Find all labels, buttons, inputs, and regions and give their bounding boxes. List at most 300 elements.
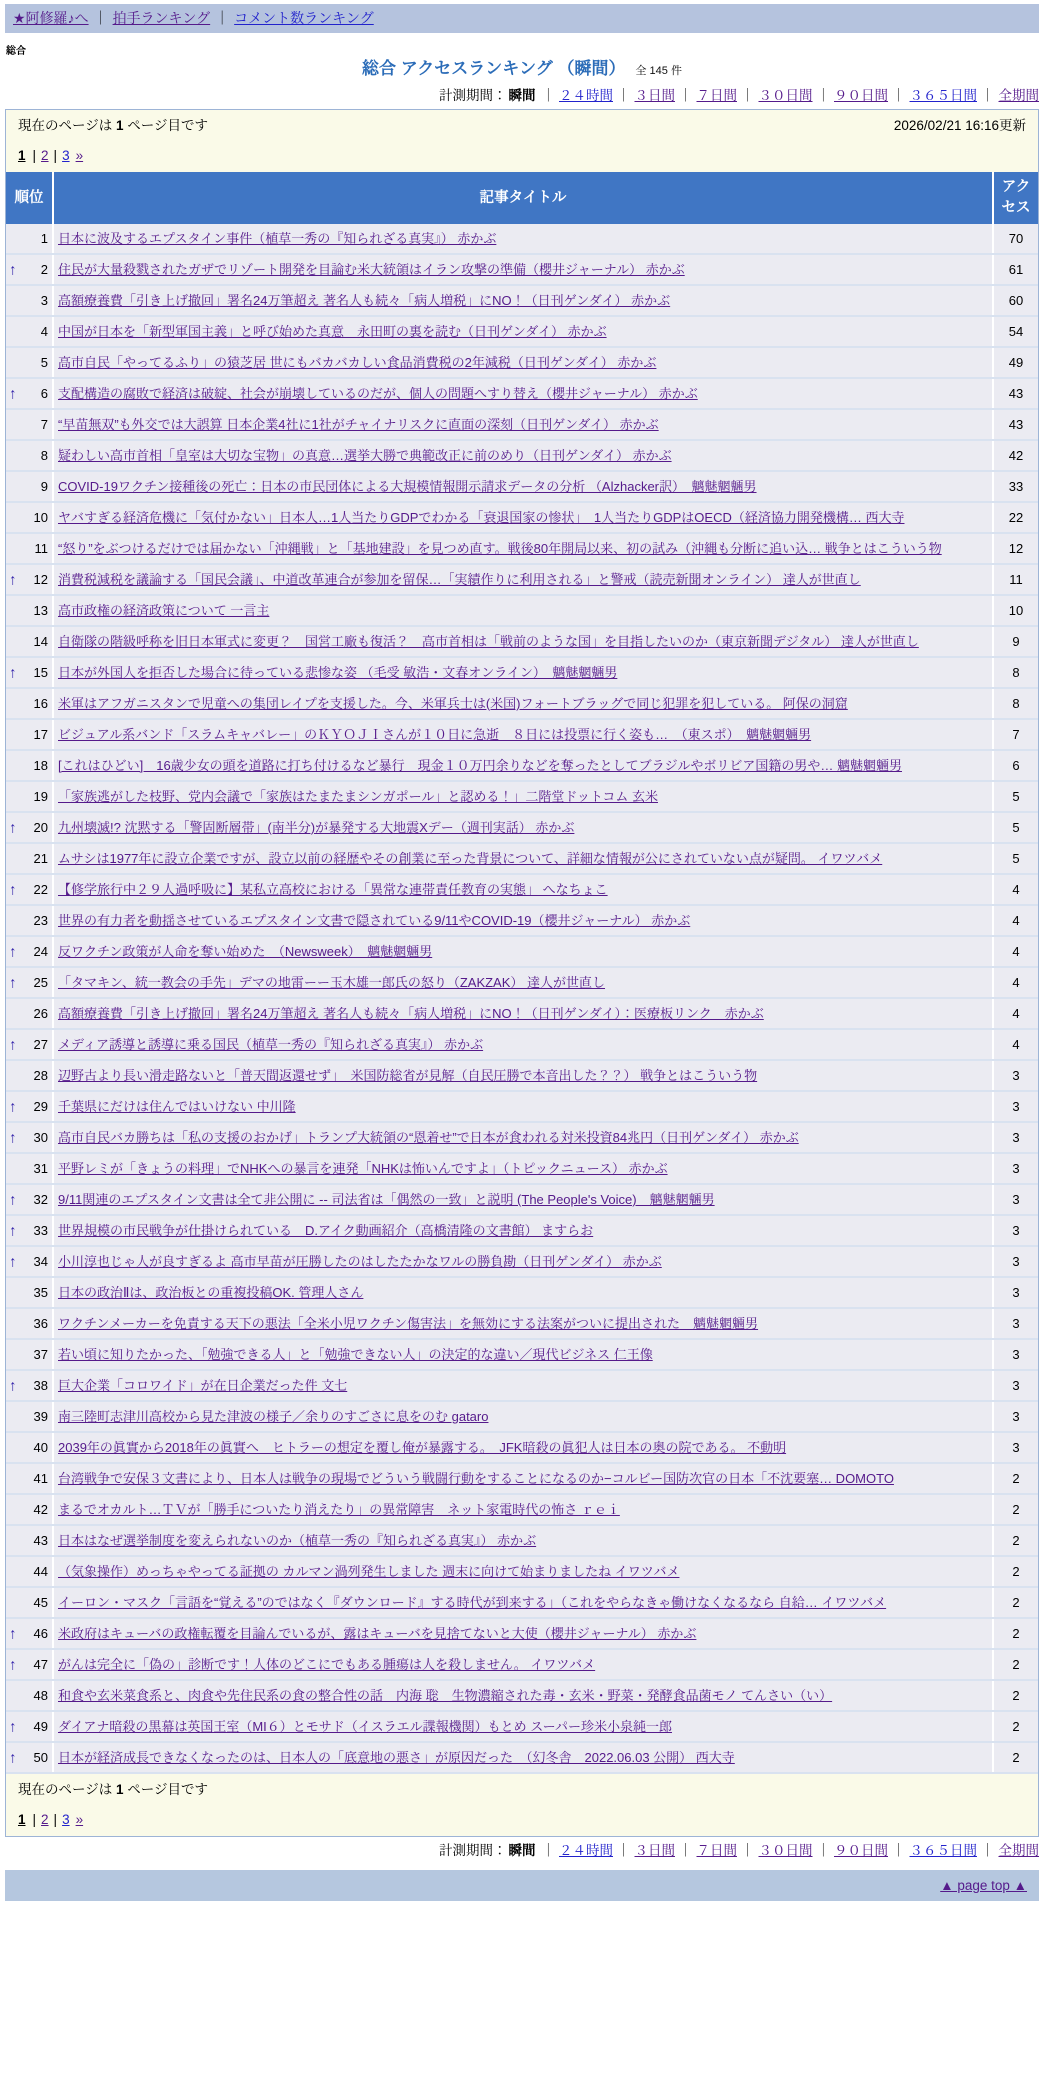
rank-number: 30 xyxy=(33,1130,48,1145)
title-cell xyxy=(53,1122,993,1153)
title-cell xyxy=(53,1215,993,1246)
period-option-5[interactable]: ３６５日間 xyxy=(909,1843,977,1858)
period-option-2[interactable]: ７日間 xyxy=(696,88,737,103)
title-cell xyxy=(53,285,993,316)
rank-number: 33 xyxy=(33,1223,48,1238)
table-row xyxy=(6,936,1038,967)
period-option-2[interactable]: ７日間 xyxy=(696,1843,737,1858)
article-link[interactable]: COVID-19ワクチン接種後の死亡：日本の市民団体による大規模情報開示請求データの分析 （Alzhacker訳） 魑魅魍魎男 xyxy=(58,479,757,494)
title-cell xyxy=(53,998,993,1029)
title-cell xyxy=(53,316,993,347)
title-cell xyxy=(53,378,993,409)
table-row xyxy=(6,347,1038,378)
rank-cell xyxy=(6,998,53,1029)
article-link[interactable]: 支配構造の腐敗で経済は破綻、社会が崩壊しているのだが、個人の問題へすり替え（櫻井ジャーナル） 赤かぶ xyxy=(58,386,698,401)
rank-cell xyxy=(6,1153,53,1184)
rank-cell xyxy=(6,1401,53,1432)
rank-number: 35 xyxy=(33,1285,48,1300)
rank-cell xyxy=(6,285,53,316)
rank-number: 31 xyxy=(33,1161,48,1176)
rank-cell xyxy=(6,1215,53,1246)
article-link[interactable]: 住民が大量殺戮されたガザでリゾート開発を目論む米大統領はイラン攻撃の準備（櫻井ジャーナル） 赤かぶ xyxy=(58,262,685,277)
table-row xyxy=(6,1711,1038,1742)
rank-cell xyxy=(6,1060,53,1091)
pager-current-page: 1 xyxy=(18,1812,26,1827)
rank-cell xyxy=(6,626,53,657)
page-top-bar xyxy=(5,1870,1039,1901)
access-count: 5 xyxy=(993,843,1038,874)
article-link[interactable]: 巨大企業「コロワイド」が在日企業だった件 文七 xyxy=(58,1378,348,1393)
table-row xyxy=(6,905,1038,936)
period-separator: ｜ xyxy=(816,1843,830,1858)
article-link[interactable]: 米軍はアフガニスタンで児童への集団レイプを支援した。今、米軍兵士は(米国)フォートブラッグで同じ犯罪を犯している。 阿保の洞窟 xyxy=(58,696,848,711)
article-link[interactable]: ワクチンメーカーを免責する天下の悪法「全米小児ワクチン傷害法」を無効にする法案がついに提出された 魑魅魍魎男 xyxy=(58,1316,759,1331)
article-link[interactable]: 疑わしい高市首相「皇室は大切な宝物」の真意…選挙大勝で典範改正に前のめり（日刊ゲンダイ） 赤かぶ xyxy=(58,448,672,463)
access-count: 2 xyxy=(993,1587,1038,1618)
article-link[interactable]: 台湾戦争で安保３文書により、日本人は戦争の現場でどういう戦闘行動をすることになるのか−コルビー国防次官の日本「不沈要塞… DOMOTO xyxy=(58,1471,894,1486)
article-link[interactable]: ムサシは1977年に設立企業ですが、設立以前の経歴やその創業に至った背景について、詳細な情報が公にされていない点が疑問。 イワツバメ xyxy=(58,851,883,866)
article-link[interactable]: 自衛隊の階級呼称を旧日本軍式に変更？ 国営工廠も復活？ 高市首相は「戦前のような国」を目指したいのか（東京新聞デジタル） 達人が世直し xyxy=(58,634,919,649)
title-cell xyxy=(53,1029,993,1060)
rank-number: 20 xyxy=(33,820,48,835)
access-count: 8 xyxy=(993,688,1038,719)
rank-number: 29 xyxy=(33,1099,48,1114)
period-option-1[interactable]: ３日間 xyxy=(634,1843,675,1858)
current-page-text: 現在のページは 1 ページ目です xyxy=(18,118,209,133)
page-title xyxy=(5,58,1039,82)
title-cell xyxy=(53,564,993,595)
rank-cell xyxy=(6,1587,53,1618)
pager-link-3[interactable]: 3 xyxy=(62,1812,70,1827)
access-count: 3 xyxy=(993,1246,1038,1277)
rank-cell xyxy=(6,1184,53,1215)
access-count: 5 xyxy=(993,781,1038,812)
table-row xyxy=(6,1587,1038,1618)
access-count: 33 xyxy=(993,471,1038,502)
article-link[interactable]: [これはひどい] 16歳少女の頭を道路に打ち付けるなど暴行 現金１０万円余りなどを奪ったとしてブラジルやボリビア国籍の男や… 魑魅魍魎男 xyxy=(58,758,902,773)
table-row xyxy=(6,1184,1038,1215)
title-cell xyxy=(53,409,993,440)
rank-number: 7 xyxy=(40,417,48,432)
access-count: 2 xyxy=(993,1494,1038,1525)
table-row xyxy=(6,626,1038,657)
article-link[interactable]: 高市政権の経済政策について 一言主 xyxy=(58,603,270,618)
rank-cell xyxy=(6,224,53,254)
up-arrow-icon: ↑ xyxy=(9,1036,17,1053)
article-link[interactable]: ダイアナ暗殺の黒幕は英国王室（MI６）とモサド（イスラエル諜報機関）もとめ スーパー珍米小泉純一郎 xyxy=(58,1719,672,1734)
rank-number: 19 xyxy=(33,789,48,804)
article-link[interactable]: “早苗無双”も外交では大誤算 日本企業4社に1社がチャイナリスクに直面の深刻（日刊ゲンダイ） 赤かぶ xyxy=(58,417,659,432)
period-option-6[interactable]: 全期間 xyxy=(998,1843,1039,1858)
table-row xyxy=(6,1277,1038,1308)
rank-cell xyxy=(6,1649,53,1680)
table-row xyxy=(6,1122,1038,1153)
rank-number: 3 xyxy=(40,293,48,308)
pager-separator: | xyxy=(32,1812,37,1827)
title-cell xyxy=(53,1587,993,1618)
title-cell xyxy=(53,1339,993,1370)
ranking-table xyxy=(6,172,1038,1774)
title-cell xyxy=(53,1525,993,1556)
period-separator: ｜ xyxy=(892,1843,906,1858)
title-cell xyxy=(53,1091,993,1122)
title-cell xyxy=(53,502,993,533)
access-count: 2 xyxy=(993,1680,1038,1711)
rank-number: 40 xyxy=(33,1440,48,1455)
rank-number: 41 xyxy=(33,1471,48,1486)
table-row xyxy=(6,1525,1038,1556)
rank-cell xyxy=(6,471,53,502)
article-link[interactable]: 消費税減税を議論する「国民会議」、中道改革連合が参加を留保…「実績作りに利用される」と警戒（読売新聞オンライン） 達人が世直し xyxy=(58,572,861,587)
up-arrow-icon: ↑ xyxy=(9,1129,17,1146)
rank-number: 26 xyxy=(33,1006,48,1021)
article-link[interactable]: まるでオカルト…ＴＶが「勝手についたり消えたり」の異常障害 ネット家電時代の怖さ ｒｅｉ xyxy=(58,1502,620,1517)
article-link[interactable]: 日本はなぜ選挙制度を変えられないのか（植草一秀の『知られざる真実』） 赤かぶ xyxy=(58,1533,537,1548)
article-link[interactable]: 反ワクチン政策が人命を奪い始めた （Newsweek） 魑魅魍魎男 xyxy=(58,944,433,959)
access-column-header: アクセス xyxy=(993,172,1038,224)
table-row xyxy=(6,1742,1038,1773)
table-row xyxy=(6,1308,1038,1339)
article-link[interactable]: 「家族逃がした枝野、党内会議で「家族はたまたまシンガポール」と認める！」二階堂ドットコム 玄米 xyxy=(58,789,658,804)
title-cell xyxy=(53,843,993,874)
access-count: 10 xyxy=(993,595,1038,626)
rank-number: 13 xyxy=(33,603,48,618)
period-option-4[interactable]: ９０日間 xyxy=(834,1843,888,1858)
article-link[interactable]: 中国が日本を「新型軍国主義」と呼び始めた真意 永田町の裏を読む（日刊ゲンダイ） 赤かぶ xyxy=(58,324,607,339)
access-count: 2 xyxy=(993,1711,1038,1742)
period-option-1[interactable]: ３日間 xyxy=(634,88,675,103)
rank-cell xyxy=(6,1525,53,1556)
pagination-bottom xyxy=(18,1811,1026,1828)
pager-link-»[interactable]: » xyxy=(75,148,84,163)
pager-separator: | xyxy=(32,148,37,163)
access-count: 12 xyxy=(993,533,1038,564)
article-link[interactable]: 千葉県にだけは住んではいけない 中川隆 xyxy=(58,1099,296,1114)
title-cell xyxy=(53,750,993,781)
article-link[interactable]: イーロン・マスク「言語を“覚える”のではなく『ダウンロード』する時代が到来する」（これをやらなきゃ働けなくなるなら 自給… イワツバメ xyxy=(58,1595,887,1610)
nav-separator: ｜ xyxy=(93,10,108,26)
table-row xyxy=(6,409,1038,440)
period-current: 瞬間 xyxy=(508,88,536,103)
access-count: 4 xyxy=(993,905,1038,936)
up-arrow-icon: ↑ xyxy=(9,1377,17,1394)
title-cell xyxy=(53,1711,993,1742)
title-cell xyxy=(53,1432,993,1463)
access-count: 5 xyxy=(993,812,1038,843)
rank-cell xyxy=(6,781,53,812)
access-count: 42 xyxy=(993,440,1038,471)
access-count: 11 xyxy=(993,564,1038,595)
rank-number: 28 xyxy=(33,1068,48,1083)
up-arrow-icon: ↑ xyxy=(9,819,17,836)
article-link[interactable]: 小川淳也じゃ人が良すぎるよ 高市早苗が圧勝したのはしたたかなワルの勝負勘（日刊ゲンダイ） 赤かぶ xyxy=(58,1254,662,1269)
table-row xyxy=(6,1463,1038,1494)
table-row xyxy=(6,812,1038,843)
rank-cell xyxy=(6,967,53,998)
table-row xyxy=(6,967,1038,998)
access-count: 3 xyxy=(993,1122,1038,1153)
period-label: 計測期間： xyxy=(439,88,507,103)
period-separator: ｜ xyxy=(541,1843,555,1858)
access-count: 4 xyxy=(993,967,1038,998)
article-link[interactable]: 和食や玄米菜食系と、肉食や先住民系の食の整合性の話 内海 聡 生物濃縮された毒・玄米・野菜・発酵食品菌モノ てんさい（い） xyxy=(58,1688,833,1703)
article-link[interactable]: 高額療養費「引き上げ撤回」署名24万筆超え 著名人も続々「病人増税」にNO！（日刊ゲンダイ） 赤かぶ xyxy=(58,293,671,308)
nav-separator: ｜ xyxy=(215,10,230,26)
access-count: 70 xyxy=(993,224,1038,254)
rank-column-header: 順位 xyxy=(6,172,53,224)
page-top-link[interactable]: ▲ page top ▲ xyxy=(940,1878,1027,1893)
rank-cell xyxy=(6,440,53,471)
rank-number: 22 xyxy=(33,882,48,897)
title-cell xyxy=(53,347,993,378)
article-link[interactable]: 日本に波及するエプスタイン事件（植草一秀の『知られざる真実』） 赤かぶ xyxy=(58,231,497,246)
pager-link-»[interactable]: » xyxy=(75,1812,84,1827)
rank-number: 5 xyxy=(40,355,48,370)
nav-link-1[interactable]: 拍手ランキング xyxy=(112,10,211,26)
title-cell xyxy=(53,812,993,843)
pager-link-2[interactable]: 2 xyxy=(41,1812,49,1827)
period-option-6[interactable]: 全期間 xyxy=(998,88,1039,103)
up-arrow-icon: ↑ xyxy=(9,1222,17,1239)
period-separator: ｜ xyxy=(741,1843,755,1858)
rank-number: 18 xyxy=(33,758,48,773)
title-cell xyxy=(53,533,993,564)
article-link[interactable]: 辺野古より長い滑走路ないと「普天間返還せず」 米国防総省が見解（自民圧勝で本音出した？？） 戦争とはこういう物 xyxy=(58,1068,758,1083)
table-row xyxy=(6,564,1038,595)
period-separator: ｜ xyxy=(679,1843,693,1858)
rank-cell xyxy=(6,812,53,843)
page-info-box-bottom xyxy=(6,1774,1038,1836)
title-cell xyxy=(53,440,993,471)
rank-cell xyxy=(6,1711,53,1742)
title-cell xyxy=(53,1494,993,1525)
period-option-3[interactable]: ３０日間 xyxy=(758,88,813,103)
period-separator: ｜ xyxy=(981,88,995,103)
rank-number: 9 xyxy=(40,479,48,494)
rank-cell xyxy=(6,1618,53,1649)
access-count: 2 xyxy=(993,1649,1038,1680)
period-current: 瞬間 xyxy=(508,1843,536,1858)
article-link[interactable]: “怒り”をぶつけるだけでは届かない「沖縄戦」と「基地建設」を見つめ直す。戦後80年開局以来、初の試み（沖縄も分断に追い込… 戦争とはこういう物 xyxy=(58,541,942,556)
title-cell xyxy=(53,1370,993,1401)
table-row xyxy=(6,843,1038,874)
rank-number: 2 xyxy=(40,262,48,277)
bottom-spacer xyxy=(5,1901,1039,1929)
rank-cell xyxy=(6,595,53,626)
article-link[interactable]: 日本が経済成長できなくなったのは、日本人の「底意地の悪さ」が原因だった （幻冬舎 2022.06.03 公開） 西大寺 xyxy=(58,1750,735,1765)
rank-cell xyxy=(6,316,53,347)
period-separator: ｜ xyxy=(741,88,755,103)
pager-separator: | xyxy=(53,1812,58,1827)
current-page-text: 現在のページは 1 ページ目です xyxy=(18,1782,209,1797)
rank-cell xyxy=(6,750,53,781)
title-cell xyxy=(53,967,993,998)
rank-cell xyxy=(6,254,53,285)
title-cell xyxy=(53,657,993,688)
rank-number: 48 xyxy=(33,1688,48,1703)
title-cell xyxy=(53,1401,993,1432)
rank-number: 6 xyxy=(40,386,48,401)
article-link[interactable]: 高市自民「やってるふり」の猿芝居 世にもバカバカしい食品消費税の2年減税（日刊ゲンダイ） 赤かぶ xyxy=(58,355,657,370)
title-cell xyxy=(53,1277,993,1308)
rank-cell xyxy=(6,1246,53,1277)
rank-cell xyxy=(6,347,53,378)
article-link[interactable]: 日本が外国人を拒否した場合に待っている悲惨な姿 （毛受 敏浩・文春オンライン） 魑魅魍魎男 xyxy=(58,665,618,680)
article-link[interactable]: 9/11関連のエプスタイン文書は全て非公開に -- 司法省は「偶然の一致」と説明 (The People's Voice) 魑魅魍魎男 xyxy=(58,1192,715,1207)
period-separator: ｜ xyxy=(981,1843,995,1858)
rank-number: 16 xyxy=(33,696,48,711)
title-cell xyxy=(53,1153,993,1184)
article-link[interactable]: 世界の有力者を動揺させているエプスタイン文書で隠されている9/11やCOVID-19（櫻井ジャーナル） 赤かぶ xyxy=(58,913,691,928)
up-arrow-icon: ↑ xyxy=(9,664,17,681)
rank-number: 49 xyxy=(33,1719,48,1734)
article-link[interactable]: メディア誘導と誘導に乗る国民（植草一秀の『知られざる真実』） 赤かぶ xyxy=(58,1037,484,1052)
top-nav-bar xyxy=(5,4,1039,33)
table-row xyxy=(6,750,1038,781)
article-link[interactable]: 「タマキン、統一教会の手先」デマの地雷ーー玉木雄一郎氏の怒り（ZAKZAK） 達人が世直し xyxy=(58,975,606,990)
rank-cell xyxy=(6,874,53,905)
article-link[interactable]: 九州壊滅!? 沈黙する「警固断層帯」(南半分)が暴発する大地震Xデー（週刊実話） 赤かぶ xyxy=(58,820,575,835)
access-count: 3 xyxy=(993,1060,1038,1091)
rank-number: 44 xyxy=(33,1564,48,1579)
period-separator: ｜ xyxy=(816,88,830,103)
rank-number: 47 xyxy=(33,1657,48,1672)
table-row xyxy=(6,1494,1038,1525)
rank-cell xyxy=(6,409,53,440)
access-count: 4 xyxy=(993,998,1038,1029)
access-count: 3 xyxy=(993,1091,1038,1122)
rank-number: 36 xyxy=(33,1316,48,1331)
pager-link-3[interactable]: 3 xyxy=(62,148,70,163)
access-count: 3 xyxy=(993,1215,1038,1246)
rank-cell xyxy=(6,533,53,564)
rank-cell xyxy=(6,843,53,874)
up-arrow-icon: ↑ xyxy=(9,881,17,898)
article-link[interactable]: ビジュアル系バンド「スラムキャバレー」のＫＹＯＪＩさんが１０日に急逝 ８日には投票に行く姿も… （東スポ） 魑魅魍魎男 xyxy=(58,727,812,742)
period-option-3[interactable]: ３０日間 xyxy=(758,1843,813,1858)
title-cell xyxy=(53,1556,993,1587)
rank-cell xyxy=(6,1432,53,1463)
access-count: 61 xyxy=(993,254,1038,285)
period-option-0[interactable]: ２４時間 xyxy=(559,1843,613,1858)
pager-current-page: 1 xyxy=(18,148,26,163)
access-count: 49 xyxy=(993,347,1038,378)
article-link[interactable]: 世界規模の市民戦争が仕掛けられている D.アイク動画紹介（高橋清隆の文書館） ますらお xyxy=(58,1223,594,1238)
article-link[interactable]: （気象操作）めっちゃやってる証拠の カルマン渦列発生しました 週末に向けて始まりましたね イワツバメ xyxy=(58,1564,680,1579)
rank-number: 23 xyxy=(33,913,48,928)
article-link[interactable]: 高市自民バカ勝ちは「私の支援のおかげ」トランプ大統領の“恩着せ”で日本が食われる対米投資84兆円（日刊ゲンダイ） 赤かぶ xyxy=(58,1130,799,1145)
ranking-container xyxy=(5,109,1039,1837)
period-separator: ｜ xyxy=(541,88,555,103)
rank-number: 42 xyxy=(33,1502,48,1517)
rank-number: 14 xyxy=(33,634,48,649)
rank-number: 37 xyxy=(33,1347,48,1362)
genre-label: 総合 xyxy=(6,46,26,57)
rank-number: 38 xyxy=(33,1378,48,1393)
rank-cell xyxy=(6,1680,53,1711)
table-row xyxy=(6,1060,1038,1091)
rank-number: 4 xyxy=(40,324,48,339)
table-row xyxy=(6,471,1038,502)
table-row xyxy=(6,1618,1038,1649)
title-cell xyxy=(53,719,993,750)
article-link[interactable]: がんは完全に「偽の」診断です！人体のどこにでもある腫瘍は人を殺しません。 イワツバメ xyxy=(58,1657,596,1672)
up-arrow-icon: ↑ xyxy=(9,261,17,278)
title-cell xyxy=(53,1680,993,1711)
title-cell xyxy=(53,1184,993,1215)
rank-number: 39 xyxy=(33,1409,48,1424)
up-arrow-icon: ↑ xyxy=(9,1253,17,1270)
rank-cell xyxy=(6,905,53,936)
table-row xyxy=(6,657,1038,688)
period-option-5[interactable]: ３６５日間 xyxy=(909,88,977,103)
rank-number: 17 xyxy=(33,727,48,742)
article-link[interactable]: 若い頃に知りたかった、「勉強できる人」と「勉強できない人」の決定的な違い／現代ビジネス 仁王像 xyxy=(58,1347,653,1362)
access-count: 4 xyxy=(993,936,1038,967)
rank-cell xyxy=(6,657,53,688)
table-row xyxy=(6,440,1038,471)
nav-link-2[interactable]: コメント数ランキング xyxy=(234,10,374,26)
up-arrow-icon: ↑ xyxy=(9,1098,17,1115)
article-link[interactable]: 2039年の眞實から2018年の眞實へ ヒトラーの想定を覆し俺が暴露する。 JFK暗殺の眞犯人は日本の奥の院である。 不動明 xyxy=(58,1440,787,1455)
table-row xyxy=(6,1153,1038,1184)
rank-number: 1 xyxy=(40,231,48,246)
article-link[interactable]: 高額療養費「引き上げ撤回」署名24万筆超え 著名人も続々「病人増税」にNO！（日刊ゲンダイ）：医療板リンク 赤かぶ xyxy=(58,1006,764,1021)
rank-number: 43 xyxy=(33,1533,48,1548)
access-count: 22 xyxy=(993,502,1038,533)
title-cell xyxy=(53,688,993,719)
rank-number: 24 xyxy=(33,944,48,959)
article-link[interactable]: 日本の政治Ⅱは、政治板との重複投稿OK. 管理人さん xyxy=(58,1285,364,1300)
table-row xyxy=(6,595,1038,626)
table-row xyxy=(6,1432,1038,1463)
rank-cell xyxy=(6,502,53,533)
title-cell xyxy=(53,1463,993,1494)
table-row xyxy=(6,874,1038,905)
table-row xyxy=(6,224,1038,254)
table-header-row xyxy=(6,172,1038,224)
period-separator: ｜ xyxy=(617,1843,631,1858)
period-option-4[interactable]: ９０日間 xyxy=(834,88,888,103)
title-cell xyxy=(53,874,993,905)
table-row xyxy=(6,316,1038,347)
rank-cell xyxy=(6,1494,53,1525)
rank-number: 15 xyxy=(33,665,48,680)
access-count: 3 xyxy=(993,1277,1038,1308)
article-link[interactable]: 平野レミが「きょうの料理」でNHKへの暴言を連発「NHKは怖いんですよ」（トピックニュース） 赤かぶ xyxy=(58,1161,668,1176)
rank-cell xyxy=(6,1091,53,1122)
rank-number: 50 xyxy=(33,1750,48,1765)
pager-link-2[interactable]: 2 xyxy=(41,148,49,163)
nav-link-0[interactable]: ★阿修羅♪へ xyxy=(13,10,89,26)
article-link[interactable]: 米政府はキューバの政権転覆を目論んでいるが、露はキューバを見捨てないと大使（櫻井ジャーナル） 赤かぶ xyxy=(58,1626,697,1641)
table-row xyxy=(6,1680,1038,1711)
period-separator: ｜ xyxy=(892,88,906,103)
article-link[interactable]: 【修学旅行中２９人過呼吸に】某私立高校における「異常な連帯責任教育の実態」 へなちょこ xyxy=(58,882,608,897)
period-option-0[interactable]: ２４時間 xyxy=(559,88,613,103)
title-cell xyxy=(53,224,993,254)
access-count: 9 xyxy=(993,626,1038,657)
article-link[interactable]: 南三陸町志津川高校から見た津波の様子／余りのすごさに息をのむ gataro xyxy=(58,1409,489,1424)
pagination-top xyxy=(18,147,1026,164)
table-row xyxy=(6,378,1038,409)
table-row xyxy=(6,1029,1038,1060)
article-link[interactable]: ヤバすぎる経済危機に「気付かない」日本人…1人当たりGDPでわかる「衰退国家の惨状」 1人当たりGDPはOECD（経済協力開発機構… 西大寺 xyxy=(58,510,905,525)
table-row xyxy=(6,254,1038,285)
title-cell xyxy=(53,1649,993,1680)
rank-cell xyxy=(6,688,53,719)
rank-number: 8 xyxy=(40,448,48,463)
